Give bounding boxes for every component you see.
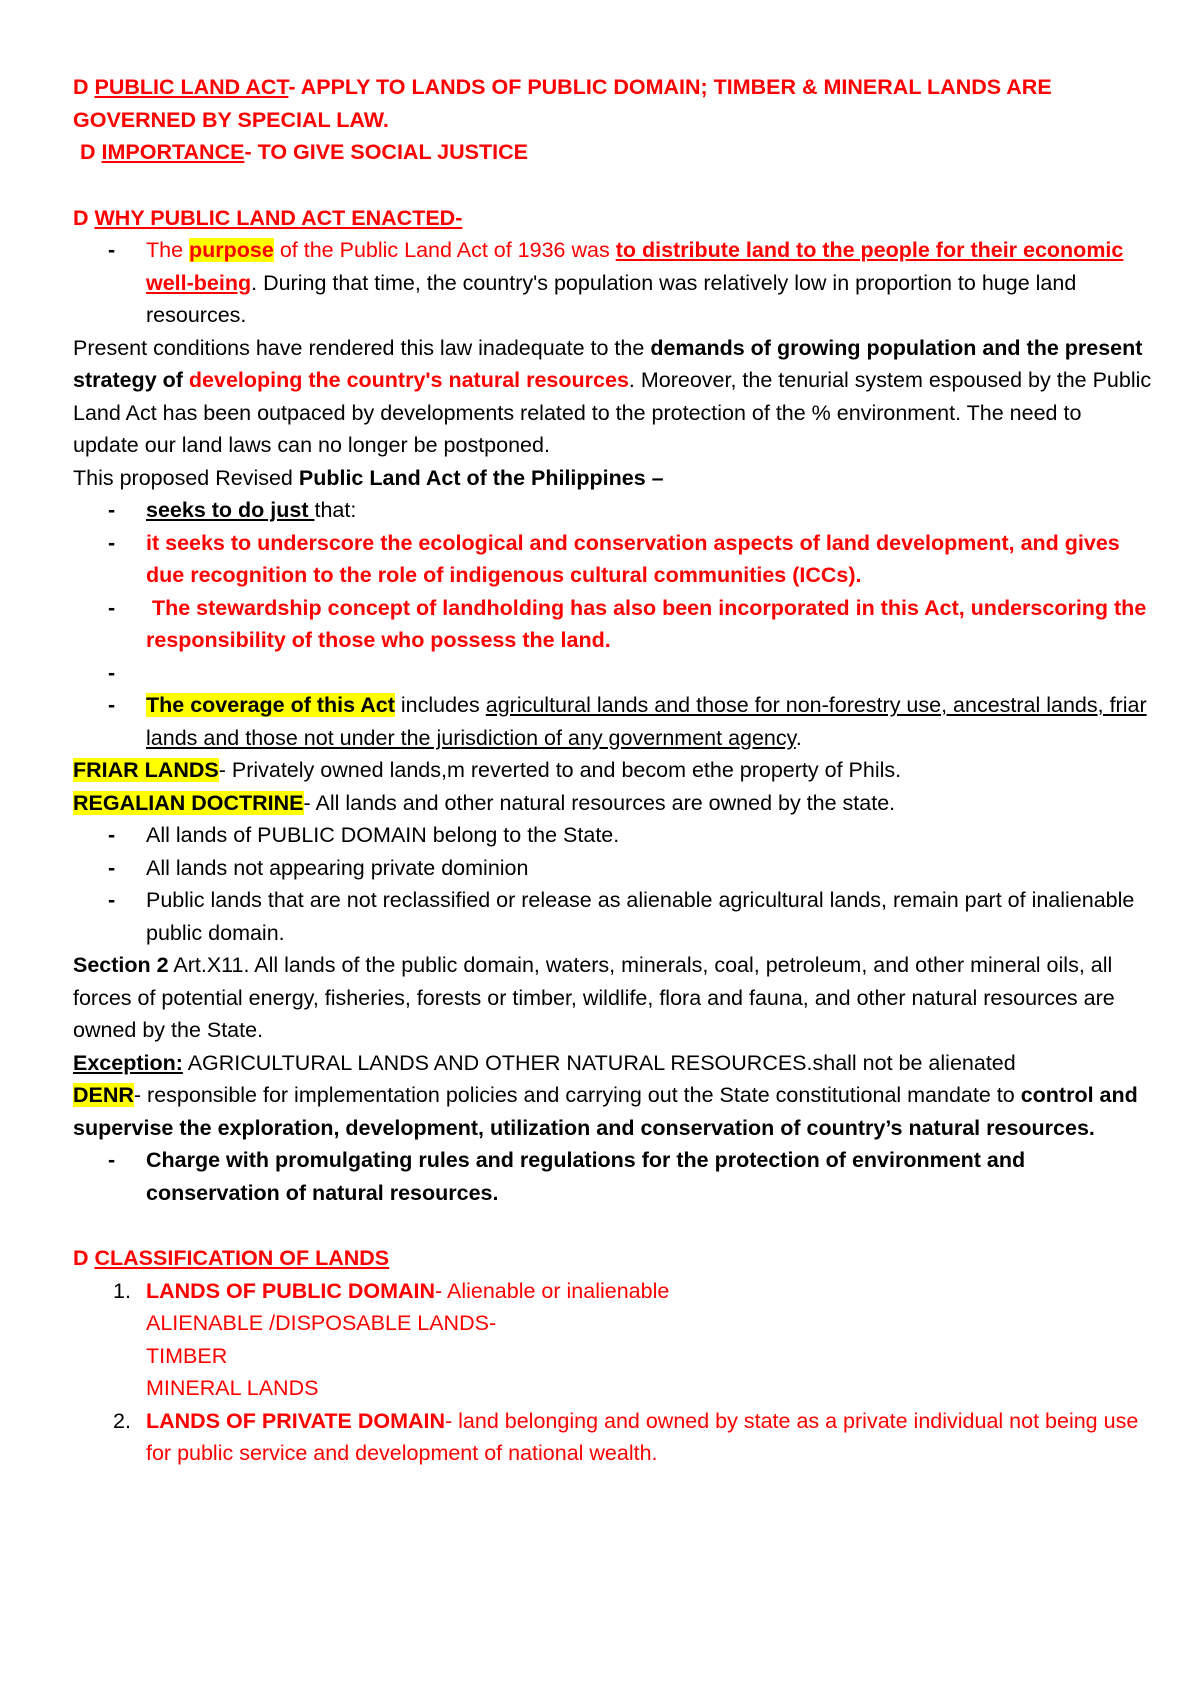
bullet-denr-charge <box>73 1144 1153 1209</box>
paragraph-denr <box>73 1079 1153 1144</box>
heading-marker: D <box>73 75 95 99</box>
text-run: includes <box>394 693 486 717</box>
blank-line <box>73 169 1153 202</box>
bullet-purpose <box>73 234 1153 332</box>
heading-importance <box>73 136 1153 169</box>
bullet-seeks <box>73 494 1153 527</box>
bullet-coverage <box>73 689 1153 754</box>
emphasis-distribute: to distribute land to the people for their economic well-being <box>146 238 1124 295</box>
text-run: Charge with promulgating rules and regulations for the protection of environment and conservation of natural resources. <box>146 1148 1026 1205</box>
paragraph-exception <box>73 1047 1153 1080</box>
paragraph-proposed-act <box>73 462 1153 495</box>
term-text: - responsible for implementation policies and carrying out the State constitutional mandate to <box>133 1083 1021 1107</box>
bullet-marker: - <box>108 595 116 620</box>
list-item-public-domain <box>73 1275 1153 1308</box>
bullet-marker: - <box>108 238 116 262</box>
term-label: DENR <box>73 1083 134 1107</box>
term-label: Exception: <box>73 1050 183 1075</box>
emphasis-demands: demands of growing population and the present strategy of <box>73 335 1143 392</box>
term-text: AGRICULTURAL LANDS AND OTHER NATURAL RESOURCES.shall not be alienated <box>182 1050 1016 1075</box>
heading-title: WHY PUBLIC LAND ACT ENACTED- <box>94 205 463 230</box>
bullet-marker: - <box>108 888 116 912</box>
text-run: The stewardship concept of landholding has also been incorporated in this Act, underscoring the responsibility of those who possess the land. <box>146 595 1153 652</box>
list-number: 1. <box>113 1278 131 1303</box>
bullet-ecological <box>73 527 1153 592</box>
document-body <box>73 71 1153 1470</box>
definition-friar-lands <box>73 754 1153 787</box>
list-item-private-domain <box>73 1405 1153 1470</box>
text-run: All lands not appearing private dominion <box>146 855 529 880</box>
list-number: 2. <box>113 1408 131 1433</box>
text-run: . <box>795 725 802 750</box>
definition-regalian-doctrine <box>73 787 1153 820</box>
bullet-public-domain <box>73 819 1153 852</box>
text-run: The <box>146 238 190 262</box>
term-text: - All lands and other natural resources are owned by the state. <box>303 790 896 815</box>
bullet-marker: - <box>108 1148 116 1172</box>
term-label: LANDS OF PRIVATE DOMAIN <box>146 1408 446 1433</box>
underlined-coverage: agricultural lands and those for non-forestry use, ancestral lands, friar lands and those not under the jurisdiction of any government agency <box>146 693 1147 750</box>
heading-marker: D <box>73 1246 95 1270</box>
bullet-marker: - <box>108 530 116 555</box>
blank-line <box>73 1209 1153 1242</box>
heading-text: - TO GIVE SOCIAL JUSTICE <box>244 140 528 164</box>
paragraph-section-2 <box>73 949 1153 1047</box>
heading-public-land-act <box>73 71 1153 136</box>
term-label: LANDS OF PUBLIC DOMAIN <box>146 1278 436 1303</box>
emphasis-control: control and supervise the exploration, development, utilization and conservation of country’s natural resources. <box>73 1083 1138 1140</box>
text-run: All lands of PUBLIC DOMAIN belong to the State. <box>146 823 620 847</box>
heading-title: PUBLIC LAND ACT <box>94 75 289 99</box>
heading-text: - APPLY TO LANDS OF PUBLIC DOMAIN; TIMBER & MINERAL LANDS ARE GOVERNED BY SPECIAL LAW. <box>73 75 1052 132</box>
text-run: This proposed Revised <box>73 465 299 490</box>
text-run: . Moreover, the tenurial system espoused by the Public Land Act has been outpaced by developments related to the protection of the % environment. The need to update our land laws can no longer be postponed. <box>73 368 1152 457</box>
term-label: FRIAR LANDS <box>73 758 219 782</box>
emphasis-act-name: Public Land Act of the Philippines – <box>298 465 664 490</box>
heading-title: IMPORTANCE <box>101 140 245 164</box>
text-run: Present conditions have rendered this law inadequate to the <box>73 335 651 360</box>
term-text: - Alienable or inalienable <box>435 1278 670 1303</box>
bullet-private-dominion <box>73 852 1153 885</box>
term-text: - land belonging and owned by state as a private individual not being use for public service and development of national wealth. <box>146 1408 1139 1465</box>
text-run: that: <box>314 498 357 522</box>
sub-item-timber: TIMBER <box>146 1343 228 1368</box>
term-label: Section 2 <box>73 953 169 977</box>
heading-classification <box>73 1242 1153 1275</box>
highlight-purpose: purpose <box>189 238 274 262</box>
term-text: - Privately owned lands,m reverted to and becom ethe property of Phils. <box>218 758 902 782</box>
bullet-marker: - <box>108 693 116 717</box>
bullet-marker: - <box>108 855 116 880</box>
highlight-coverage: The coverage of this Act <box>146 693 395 717</box>
bullet-stewardship <box>73 592 1153 657</box>
sub-item-alienable: ALIENABLE /DISPOSABLE LANDS- <box>146 1311 497 1335</box>
paragraph-present-conditions <box>73 332 1153 462</box>
bullet-marker: - <box>108 660 116 685</box>
bullet-marker: - <box>108 823 116 847</box>
term-label: REGALIAN DOCTRINE <box>73 790 304 815</box>
text-run: of the Public Land Act of 1936 was <box>273 238 616 262</box>
emphasis-developing: developing the country's natural resources <box>188 368 629 392</box>
heading-title: CLASSIFICATION OF LANDS <box>94 1246 390 1270</box>
heading-marker: D <box>73 205 95 230</box>
text-run: Public lands that are not reclassified or release as alienable agricultural lands, remain part of inalienable public domain. <box>146 888 1135 945</box>
heading-marker: D <box>80 140 102 164</box>
bullet-empty <box>73 657 1153 690</box>
bullet-marker: - <box>108 498 116 522</box>
text-run: . During that time, the country's population was relatively low in proportion to huge land resources. <box>146 270 1077 327</box>
term-text: Art.X11. All lands of the public domain, waters, minerals, coal, petroleum, and other mineral oils, all forces of potential energy, fisheries, forests or timber, wildlife, flora and fauna, and other natural resources are owned by the State. <box>73 953 1115 1042</box>
text-run: it seeks to underscore the ecological and conservation aspects of land development, and gives due recognition to the role of indigenous cultural communities (ICCs). <box>146 530 1120 587</box>
emphasis-seeks: seeks to do just <box>146 498 315 522</box>
heading-why-enacted <box>73 202 1153 235</box>
bullet-not-reclassified <box>73 884 1153 949</box>
sub-item-mineral: MINERAL LANDS <box>146 1376 319 1400</box>
